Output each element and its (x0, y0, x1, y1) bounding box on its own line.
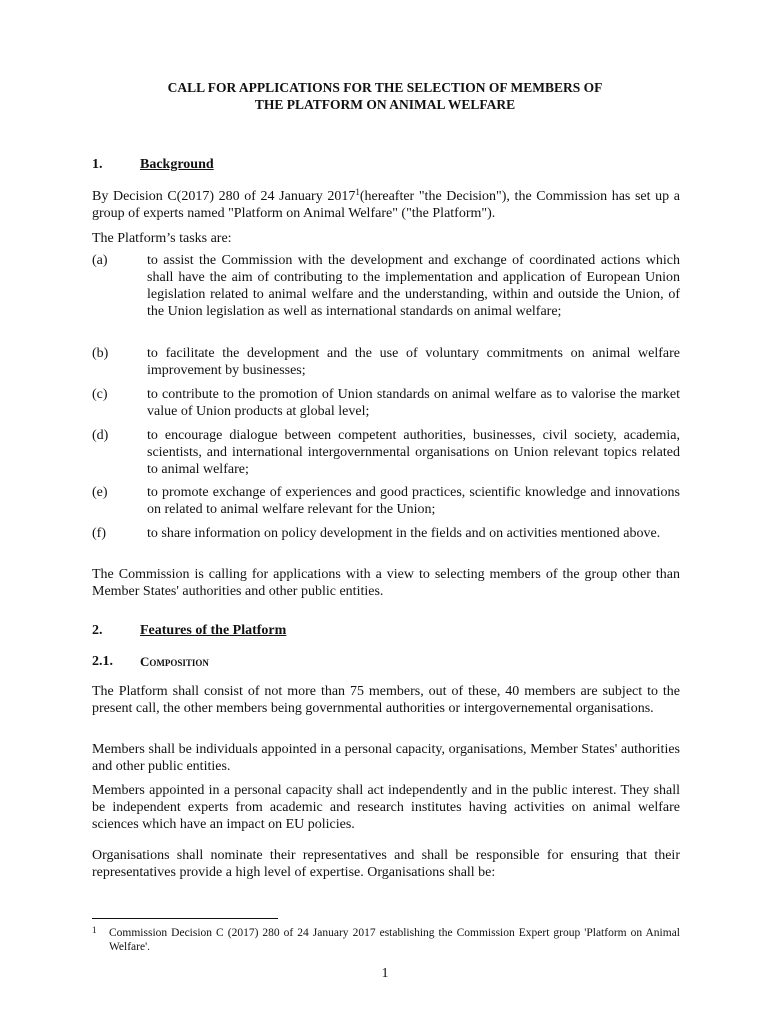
task-label: (f) (92, 526, 106, 541)
subsection-number: 2.1. (92, 654, 113, 669)
task-text: to encourage dialogue between competent authorities, businesses, civil society, academia, scientists, and international intergovernmental organisations on Union relevant topics related to animal welfare; (147, 428, 680, 477)
composition-paragraph: The Platform shall consist of not more than 75 members, out of these, 40 members are subject to the present call, the other members being governmental authorities or intergovernemental organisations. (92, 684, 680, 716)
task-label: (e) (92, 485, 108, 500)
section-title: Features of the Platform (140, 623, 287, 638)
subsection-title: Composition (140, 654, 209, 669)
composition-paragraph: Organisations shall nominate their representatives and shall be responsible for ensuring that their representatives provide a high level of expertise. Organisations shall be: (92, 848, 680, 880)
title-line-2: THE PLATFORM ON ANIMAL WELFARE (254, 97, 516, 112)
footnote-divider (92, 918, 278, 919)
background-closing: The Commission is calling for applications with a view to selecting members of the group other than Member States' authorities and other public entities. (92, 567, 680, 599)
composition-paragraph: Members appointed in a personal capacity shall act independently and in the public interest. They shall be independent experts from academic and research institutes having activities on animal welfare sciences which have an impact on EU policies. (92, 783, 680, 832)
section-number: 2. (92, 623, 103, 638)
title-line-1: CALL FOR APPLICATIONS FOR THE SELECTION OF MEMBERS OF (167, 80, 603, 95)
task-label: (b) (92, 346, 109, 361)
task-text: to contribute to the promotion of Union standards on animal welfare as to valorise the market value of Union products at global level; (147, 387, 680, 419)
page-number: 1 (381, 966, 389, 981)
task-text: to assist the Commission with the development and exchange of coordinated actions which shall have the aim of contributing to the implementation and application of European Union legislation related to animal welfare and the understanding, within and outside the Union, of the Union legislation as well as international standards on animal welfare; (147, 253, 680, 319)
section-title: Background (140, 157, 214, 172)
task-text: to promote exchange of experiences and good practices, scientific knowledge and innovations on related to animal welfare relevant for the Union; (147, 485, 680, 517)
composition-paragraph: Members shall be individuals appointed in a personal capacity, organisations, Member States' authorities and other public entities. (92, 742, 680, 774)
footnote-mark: 1 (92, 925, 97, 935)
footnote-text: Commission Decision C (2017) 280 of 24 January 2017 establishing the Commission Expert group 'Platform on Animal Welfare'. (109, 927, 680, 953)
task-label: (d) (92, 428, 109, 443)
section-number: 1. (92, 157, 103, 172)
task-text: to share information on policy development in the fields and on activities mentioned above. (147, 526, 661, 541)
intro-text-end: (hereafter "the Decision"), the Commission has set up a group of experts named "Platform on Animal Welfare" ("the Platform"). (92, 189, 680, 221)
intro-text-start: By Decision C(2017) 280 of 24 January 2017 (92, 189, 356, 204)
task-label: (c) (92, 387, 108, 402)
task-label: (a) (92, 253, 108, 268)
document-title (90, 79, 680, 113)
tasks-intro: The Platform’s tasks are: (92, 231, 232, 246)
background-intro (92, 188, 680, 222)
footnote-reference: 1 (355, 187, 360, 197)
task-text: to facilitate the development and the use of voluntary commitments on animal welfare improvement by businesses; (147, 346, 680, 378)
